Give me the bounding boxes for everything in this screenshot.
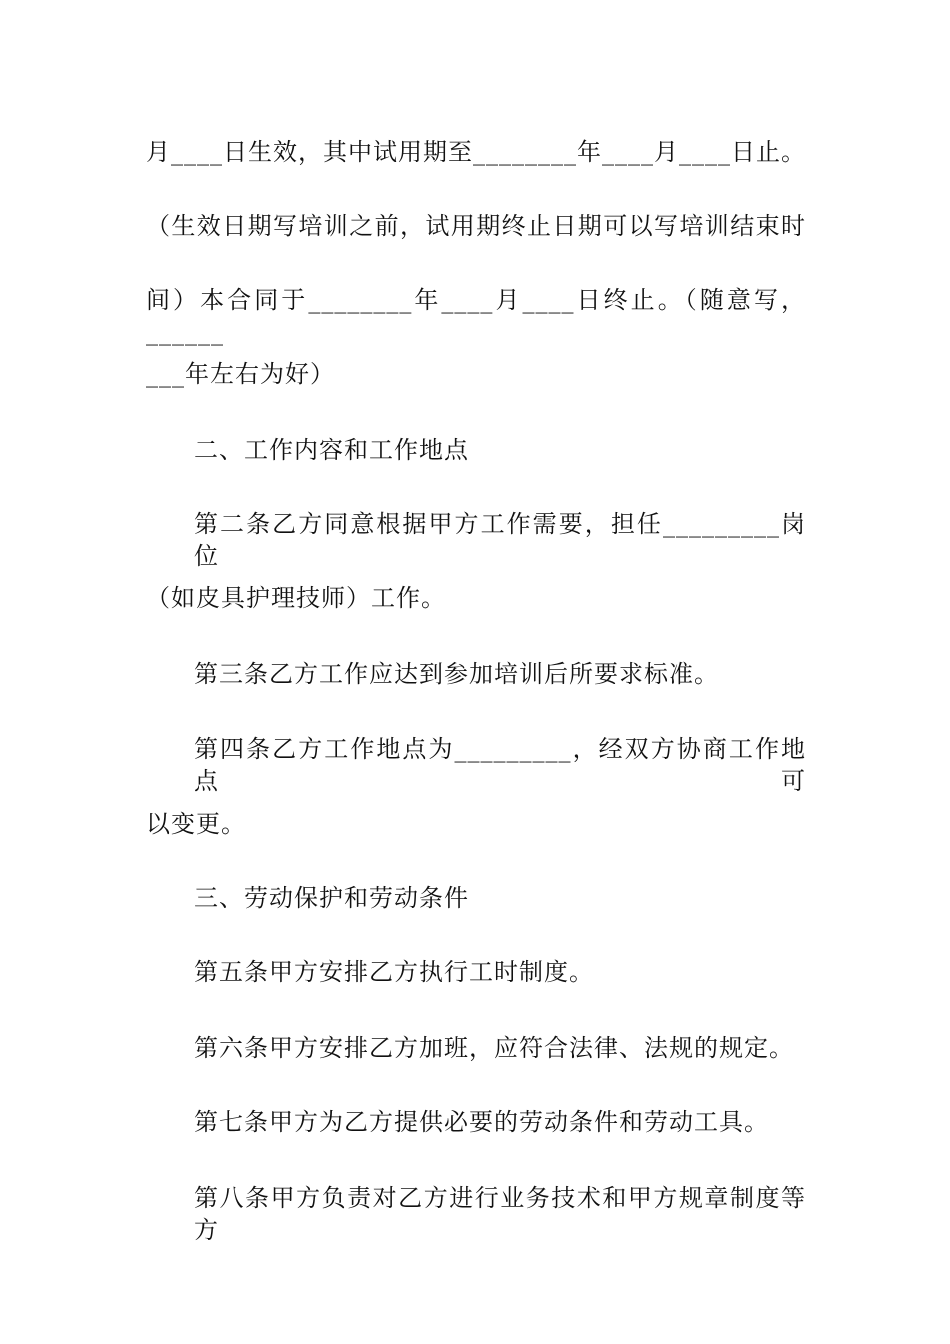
clause-line: 第四条乙方工作地点为_________，经双方协商工作地点可	[194, 735, 806, 795]
clause-line: 第八条甲方负责对乙方进行业务技术和甲方规章制度等方	[194, 1184, 806, 1244]
clause-line: 第七条甲方为乙方提供必要的劳动条件和劳动工具。	[194, 1108, 769, 1136]
text-line: 以变更。	[146, 810, 246, 838]
text-line: ___年左右为好）	[146, 360, 335, 388]
clause-line: 第三条乙方工作应达到参加培训后所要求标准。	[194, 660, 719, 688]
text-line: 月____日生效，其中试用期至________年____月____日止。	[146, 138, 806, 166]
section-heading: 二、工作内容和工作地点	[194, 436, 469, 464]
clause-line: 第五条甲方安排乙方执行工时制度。	[194, 958, 594, 986]
clause-line: 第六条甲方安排乙方加班，应符合法律、法规的规定。	[194, 1034, 794, 1062]
clause-line: 第二条乙方同意根据甲方工作需要，担任_________岗位	[194, 510, 806, 570]
text-line: 间）本合同于________年____月____日终止。（随意写，______	[146, 286, 806, 346]
text-line: （如皮具护理技师）工作。	[146, 584, 446, 612]
section-heading: 三、劳动保护和劳动条件	[194, 884, 469, 912]
text-line: （生效日期写培训之前，试用期终止日期可以写培训结束时	[146, 212, 806, 240]
